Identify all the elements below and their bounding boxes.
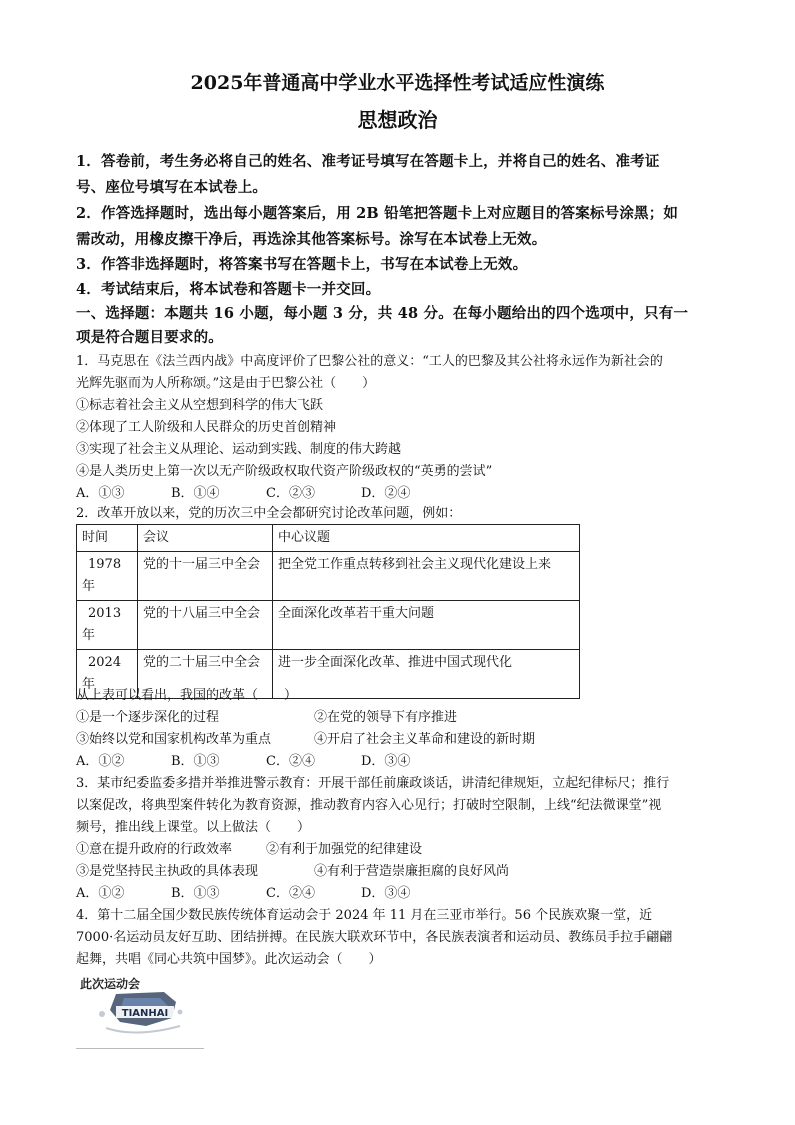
instruction-line: 号、座位号填写在本试卷上。 (76, 179, 268, 196)
q2-items-row (76, 708, 726, 728)
q1-item: ③实现了社会主义从理论、运动到实践、制度的伟大跨越 (76, 442, 402, 457)
q3-item: ④有利于营造崇廉拒腐的良好风尚 (314, 864, 510, 879)
instruction-line: 2．作答选择题时，选出每小题答案后，用 2B 铅笔把答题卡上对应题目的答案标号涂黑；如 (76, 205, 679, 222)
q4-stem: 起舞，共唱《同心共筑中国梦》。此次运动会（ ） (76, 952, 382, 967)
q4-stem: 4．第十二届全国少数民族传统体育运动会于 2024 年 11 月在三亚市举行。56 个民族欢聚一堂，近 (76, 908, 653, 923)
image-underline (76, 1048, 204, 1049)
table-header: 中心议题 (273, 525, 580, 552)
q3-option-a[interactable]: A．①② (76, 886, 125, 901)
year-unit: 年 (82, 677, 96, 692)
q3-option-b[interactable]: B．①③ (171, 886, 220, 901)
table-header-row (77, 525, 580, 552)
table-cell-year (77, 552, 138, 601)
q1-option-a[interactable]: A．①③ (76, 486, 125, 501)
table-cell-year (77, 601, 138, 650)
instruction-line: 1．答卷前，考生务必将自己的姓名、准考证号填写在答题卡上，并将自己的姓名、准考证 (76, 153, 660, 170)
q3-items-row (76, 862, 726, 882)
q1-option-b[interactable]: B．①④ (171, 486, 220, 501)
reform-table (76, 524, 580, 699)
q3-stem: 以案促改，将典型案件转化为教育资源，推动教育内容入心见行；打破时空限制，上线“纪法微课堂”视 (76, 798, 662, 813)
section-heading: 一、选择题：本题共 16 小题，每小题 3 分，共 48 分。在每小题给出的四个选项中，只有一 (76, 305, 689, 322)
q1-item: ①标志着社会主义从空想到科学的伟大飞跃 (76, 398, 324, 413)
year-unit: 年 (82, 579, 96, 594)
q3-item: ②有利于加强党的纪律建设 (266, 842, 423, 857)
table-cell-topic: 进一步全面深化改革、推进中国式现代化 (273, 650, 580, 699)
q2-item: ④开启了社会主义革命和建设的新时期 (314, 732, 536, 747)
q3-items-row (76, 840, 726, 860)
q3-stem: 频号，推出线上课堂。以上做法（ ） (76, 820, 311, 835)
sports-meet-logo-graphic (76, 968, 188, 1046)
q3-stem: 3．某市纪委监委多措并举推进警示教育：开展干部任前廉政谈话，讲清纪律规矩，立起纪律标尺；推行 (76, 776, 670, 791)
q1-option-d[interactable]: D．②④ (361, 486, 411, 501)
q1-stem: 光辉先驱而为人所称颂。”这是由于巴黎公社（ ） (76, 376, 376, 391)
q2-options (76, 752, 726, 772)
year-value: 1978 (88, 557, 122, 572)
q2-option-a[interactable]: A．①② (76, 754, 125, 769)
section-heading: 项是符合题目要求的。 (76, 329, 223, 346)
q2-stem: 2．改革开放以来，党的历次三中全会都研究讨论改革问题，例如： (76, 506, 462, 521)
q2-option-d[interactable]: D．③④ (361, 754, 411, 769)
instruction-line: 3．作答非选择题时，将答案书写在答题卡上，书写在本试卷上无效。 (76, 256, 528, 273)
q3-option-c[interactable]: C．②④ (266, 886, 315, 901)
table-cell-meeting: 党的二十届三中全会 (138, 650, 273, 699)
q2-items-row (76, 730, 726, 750)
table-header: 会议 (138, 525, 273, 552)
instruction-line: 需改动，用橡皮擦干净后，再选涂其他答案标号。涂写在本试卷上无效。 (76, 231, 547, 248)
q1-option-c[interactable]: C．②③ (266, 486, 315, 501)
q2-item: ③始终以党和国家机构改革为重点 (76, 732, 272, 747)
instruction-line: 4．考试结束后，将本试卷和答题卡一并交回。 (76, 281, 381, 298)
q1-item: ④是人类历史上第一次以无产阶级政权取代资产阶级政权的“英勇的尝试” (76, 464, 493, 479)
table-row (77, 552, 580, 601)
q2-item: ①是一个逐步深化的过程 (76, 710, 220, 725)
q3-item: ③是党坚持民主执政的具体表现 (76, 864, 259, 879)
image-caption: 此次运动会 (80, 977, 141, 991)
q4-stem: 7000·名运动员友好互助、团结拼搏。在民族大联欢环节中，各民族表演者和运动员、教练员手拉手翩翩 (76, 930, 673, 945)
table-cell-meeting: 党的十八届三中全会 (138, 601, 273, 650)
exam-title: 2025年普通高中学业水平选择性考试适应性演练 (190, 72, 605, 94)
q1-options (76, 484, 726, 504)
sports-meet-image (76, 968, 188, 1046)
table-cell-topic: 全面深化改革若干重大问题 (273, 601, 580, 650)
year-value: 2024 (88, 655, 122, 670)
q3-item: ①意在提升政府的行政效率 (76, 842, 233, 857)
subject-title: 思想政治 (357, 108, 438, 132)
q2-option-b[interactable]: B．①③ (171, 754, 220, 769)
year-unit: 年 (82, 628, 96, 643)
q1-stem: 1．马克思在《法兰西内战》中高度评价了巴黎公社的意义：“工人的巴黎及其公社将永远作为新社会的 (76, 354, 663, 369)
q1-item: ②体现了工人阶级和人民群众的历史首创精神 (76, 420, 337, 435)
q2-item: ②在党的领导下有序推进 (314, 710, 458, 725)
q3-option-d[interactable]: D．③④ (361, 886, 411, 901)
q2-option-c[interactable]: C．②④ (266, 754, 315, 769)
year-value: 2013 (88, 606, 122, 621)
logo-text: TIANHAI (121, 1008, 169, 1019)
table-row (77, 601, 580, 650)
q3-options (76, 884, 726, 904)
table-header: 时间 (77, 525, 138, 552)
table-cell-topic: 把全党工作重点转移到社会主义现代化建设上来 (273, 552, 580, 601)
q2-follow: 从上表可以看出，我国的改革（ ） (76, 688, 298, 703)
table-cell-meeting: 党的十一届三中全会 (138, 552, 273, 601)
